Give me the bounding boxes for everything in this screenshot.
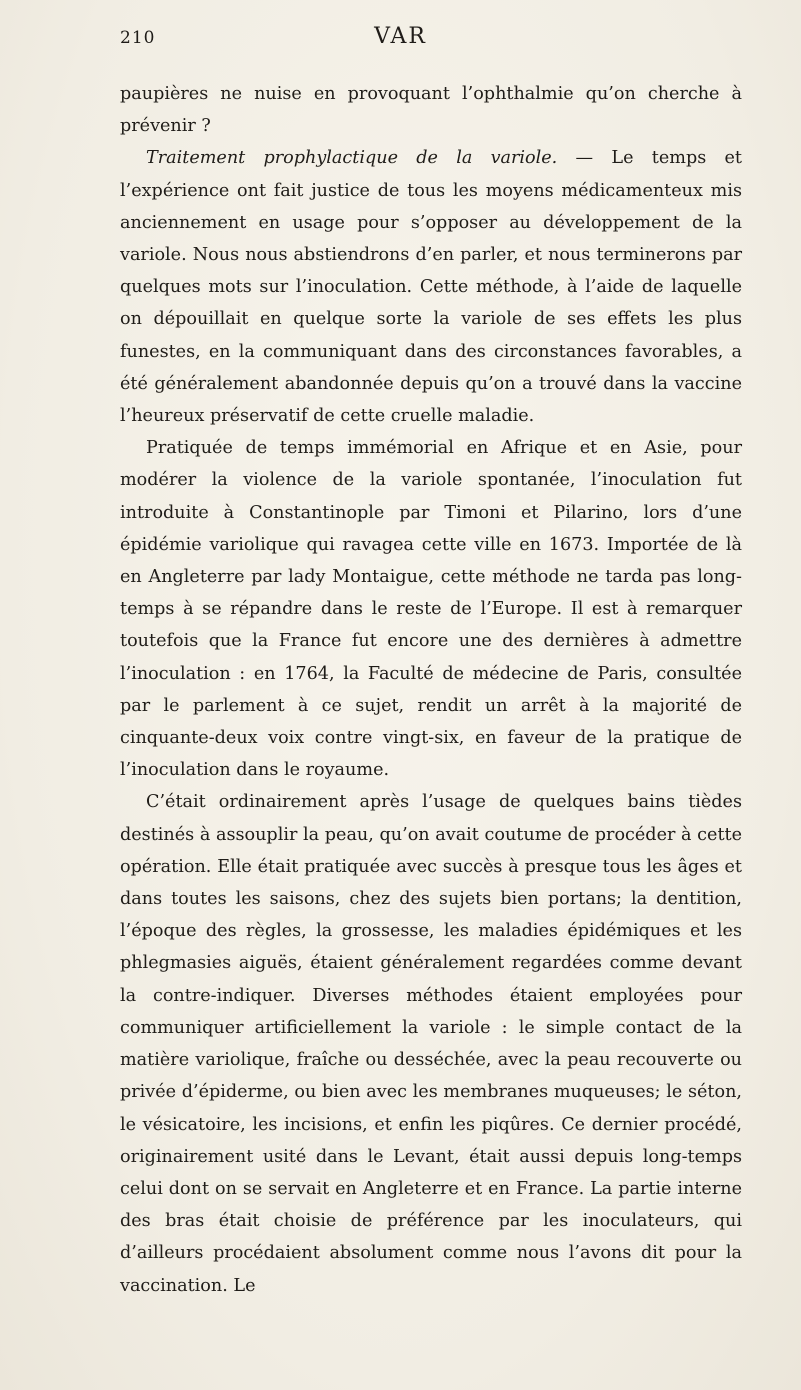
page-number: 210 xyxy=(120,28,156,48)
paragraph-text: paupières ne nuise en provoquant l’ophthalmie qu’on cherche à prévenir ? xyxy=(120,84,742,137)
running-head: VAR xyxy=(374,24,427,49)
body-text xyxy=(120,78,742,1302)
paragraph-procedure xyxy=(120,786,742,1301)
paragraph-continuation xyxy=(120,78,742,142)
paragraph-prophylaxis xyxy=(120,142,742,432)
paragraph-history xyxy=(120,432,742,786)
paragraph-text: C’était ordinairement après l’usage de quelques bains tièdes destinés à assouplir la peau, qu’on avait coutume de procéder à cette opération. Elle était pratiquée avec succès à presque tous les âges et dans toutes les saisons, chez des sujets bien portans; la dentition, l’époque des règles, la grossesse, les maladies épidémiques et les phlegmasies aiguës, étaient généralement regardées comme devant la contre-indiquer. Diverses méthodes étaient employées pour communiquer artificiellement la variole : le simple contact de la matière variolique, fraîche ou desséchée, avec la peau recouverte ou privée d’épiderme, ou bien avec les membranes muqueuses; le séton, le vésicatoire, les incisions, et enfin les piqûres. Ce dernier procédé, originairement usité dans le Levant, était aussi depuis long-temps celui dont on se servait en Angleterre et en France. La partie interne des bras était choisie de préférence par les inoculateurs, qui d’ailleurs procédaient absolument comme nous l’avons dit pour la vaccination. Le xyxy=(120,792,742,1296)
paragraph-text: Pratiquée de temps immémorial en Afrique et en Asie, pour modérer la violence de la variole spontanée, l’inoculation fut introduite à Constantinople par Timoni et Pilarino, lors d’une épidémie variolique qui ravagea cette ville en 1673. Importée de là en Angleterre par lady Montaigue, cette méthode ne tarda pas long-temps à se répandre dans le reste de l’Europe. Il est à remarquer toutefois que la France fut encore une des dernières à admettre l’inoculation : en 1764, la Faculté de médecine de Paris, consultée par le parlement à ce sujet, rendit un arrêt à la majorité de cinquante-deux voix contre vingt-six, en faveur de la pratique de l’inoculation dans le royaume. xyxy=(120,438,742,781)
section-title: Traitement prophylactique de la variole. xyxy=(146,148,558,169)
paragraph-text: — Le temps et l’expérience ont fait justice de tous les moyens médicamenteux mis anciennement en usage pour s’opposer au développement de la variole. Nous nous abstiendrons d’en parler, et nous terminerons par quelques mots sur l’inoculation. Cette méthode, à l’aide de laquelle on dépouillait en quelque sorte la variole de ses effets les plus funestes, en la communiquant dans des circonstances favorables, a été généralement abandonnée depuis qu’on a trouvé dans la vaccine l’heureux préservatif de cette cruelle maladie. xyxy=(120,148,742,427)
page-header xyxy=(120,24,741,56)
